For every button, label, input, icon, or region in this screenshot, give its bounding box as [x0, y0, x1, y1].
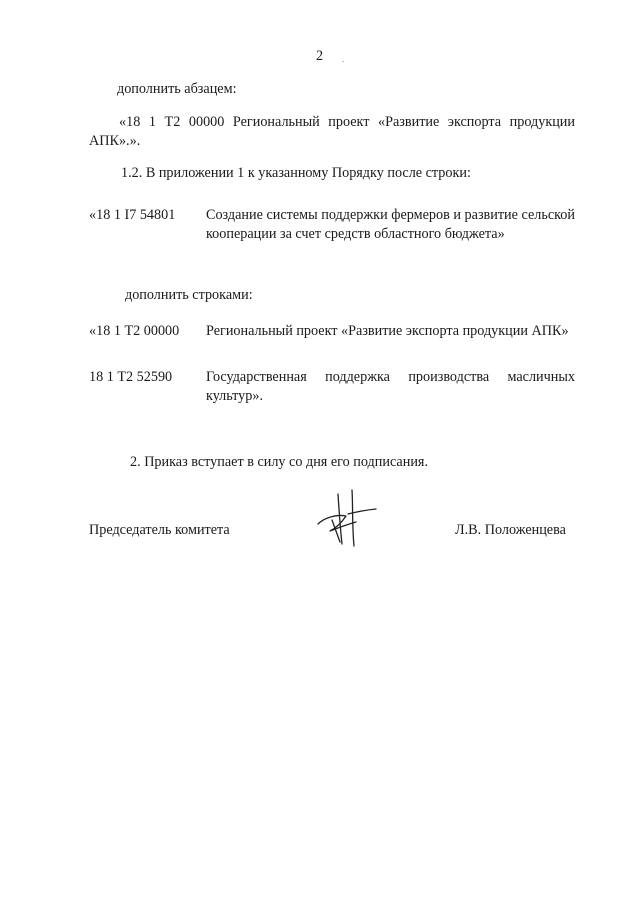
item-1-2: 1.2. В приложении 1 к указанному Порядку после строки:	[121, 165, 471, 181]
added-row-2-text: Государственная поддержка производства масличных культур».	[206, 369, 575, 404]
page-number: 2	[316, 48, 324, 64]
added-row-1-text: Региональный проект «Развитие экспорта продукции АПК»	[206, 323, 569, 339]
item-2: 2. Приказ вступает в силу со дня его подписания.	[130, 454, 428, 470]
stray-mark: .	[342, 55, 344, 64]
paragraph-quote: «18 1 Т2 00000 Региональный проект «Развитие экспорта продукции АПК».».	[89, 114, 575, 149]
added-row-2-code: 18 1 Т2 52590	[89, 369, 173, 385]
add-rows-line: дополнить строками:	[125, 287, 253, 303]
signature-name: Л.В. Положенцева	[455, 522, 566, 538]
row-after-text: Создание системы поддержки фермеров и развитие сельской кооперации за счет средств областного бюджета»	[206, 207, 575, 242]
row-after-code: «18 1 I7 54801	[89, 207, 176, 223]
handwritten-signature-icon	[312, 484, 392, 554]
added-row-1-code: «18 1 Т2 00000	[89, 323, 180, 339]
signature-position: Председатель комитета	[89, 522, 230, 538]
intro-line: дополнить абзацем:	[117, 81, 237, 97]
